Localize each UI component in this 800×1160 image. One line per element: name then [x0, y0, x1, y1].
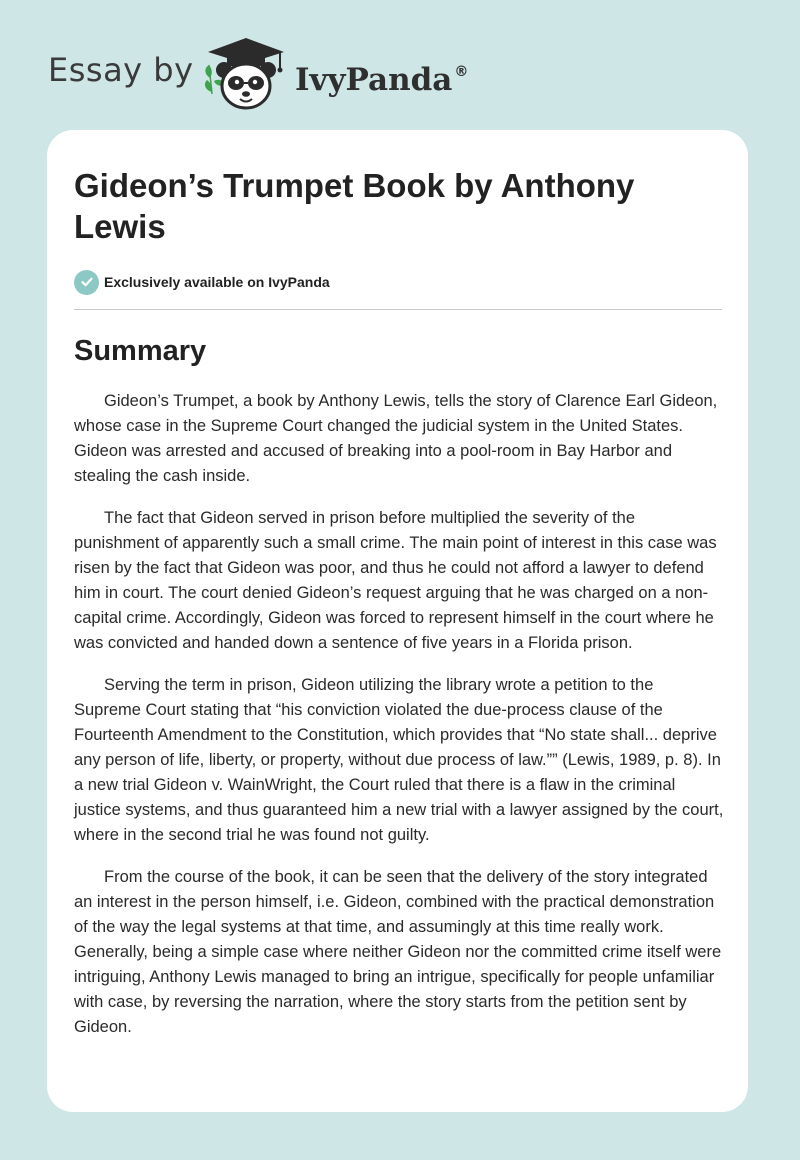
- registered-mark: ®: [454, 64, 469, 80]
- site-header: [0, 0, 800, 130]
- check-circle-icon: [74, 270, 99, 295]
- divider: [74, 309, 722, 310]
- paragraph: From the course of the book, it can be seen that the delivery of the story integrated an interest in the person himself, i.e. Gideon, combined with the practical demonstration of the way the legal systems at that time, and assumingly at this time really work. Generally, being a simple case where neither Gideon nor the committed crime itself were intriguing, Anthony Lewis managed to bring an intrigue, specifically for people unfamiliar with case, by reversing the narration, where the story starts from the petition sent by Gideon.: [74, 868, 722, 1036]
- essay-by-label: Essay by: [48, 51, 194, 89]
- paragraph: The fact that Gideon served in prison before multiplied the severity of the punishment of apparently such a small crime. The main point of interest in this case was risen by the fact that Gideon was poor, and thus he could not afford a lawyer to defend him in court. The court denied Gideon’s request arguing that he was charged on a non-capital crime. Accordingly, Gideon was forced to represent himself in the court where he was convicted and handed down a sentence of five years in a Florida prison.: [74, 509, 717, 652]
- section-heading-summary: Summary: [74, 335, 207, 367]
- paragraph: Serving the term in prison, Gideon utilizing the library wrote a petition to the Supreme Court stating that “his conviction violated the due-process clause of the Fourteenth Amendment to the Constitution, which provides that “No state shall... deprive any person of life, liberty, or property, without due process of law.”” (Lewis, 1989, p. 8). In a new trial Gideon v. WainWright, the Court ruled that there is a flaw in the criminal justice systems, and thus guaranteed him a new trial with a lawyer assigned by the court, where in the second trial he was found not guilty.: [74, 676, 724, 844]
- page-title: Gideon’s Trumpet Book by Anthony Lewis: [74, 167, 635, 245]
- brand-name: IvyPanda: [295, 62, 453, 98]
- exclusive-badge: [74, 269, 722, 295]
- essay-card: [47, 130, 748, 1112]
- panda-graduate-icon[interactable]: [200, 34, 292, 112]
- brand-logo-text[interactable]: [295, 52, 468, 100]
- paragraph: Gideon’s Trumpet, a book by Anthony Lewis, tells the story of Clarence Earl Gideon, whose case in the Supreme Court changed the judicial system in the United States. Gideon was arrested and accused of breaking into a pool-room in Bay Harbor and stealing the cash inside.: [74, 392, 718, 485]
- exclusive-label: Exclusively available on IvyPanda: [104, 274, 330, 290]
